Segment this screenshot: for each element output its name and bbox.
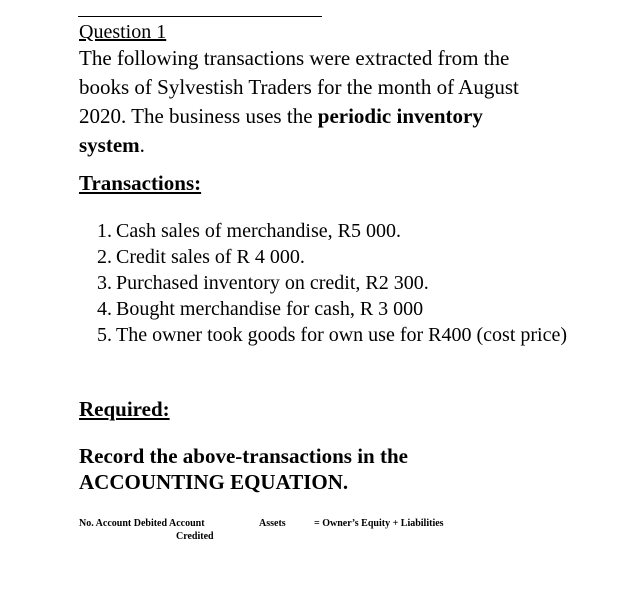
- item-number: 3.: [97, 272, 112, 294]
- item-text: Cash sales of merchandise, R5 000.: [116, 220, 401, 242]
- list-item: [80, 322, 570, 348]
- item-number: 2.: [97, 246, 112, 268]
- required-heading: Required:: [79, 397, 170, 421]
- item-text: The owner took goods for own use for R400 (cost price): [116, 324, 568, 346]
- question-title: Question 1: [79, 21, 167, 43]
- list-item: [80, 270, 570, 296]
- transactions-heading: Transactions:: [79, 171, 202, 195]
- table-header-equation: = Owner’s Equity + Liabilities: [314, 518, 444, 529]
- question-intro: [79, 44, 549, 160]
- item-number: 4.: [97, 298, 112, 320]
- list-item: [80, 218, 570, 244]
- intro-text: The following transactions were extracted from the books of Sylvestish Traders for the month of August 2020. The business uses the: [79, 46, 519, 128]
- top-divider: [78, 16, 322, 17]
- item-text: Purchased inventory on credit, R2 300.: [116, 272, 429, 294]
- transactions-list: [80, 218, 570, 348]
- item-text: Bought merchandise for cash, R 3 000: [116, 298, 424, 320]
- intro-end: .: [139, 133, 145, 157]
- list-item: [80, 244, 570, 270]
- table-header-assets: Assets: [259, 518, 286, 529]
- item-number: 5.: [97, 324, 112, 346]
- table-header-no-debited: No. Account Debited Account: [79, 518, 205, 529]
- item-text: Credit sales of R 4 000.: [116, 246, 305, 268]
- intro-bold-term: periodic inventory system: [79, 104, 483, 157]
- required-instruction: Record the above-transactions in the ACCOUNTING EQUATION.: [79, 444, 408, 494]
- list-item: [80, 296, 570, 322]
- item-number: 1.: [97, 220, 112, 242]
- table-header-credited: Credited: [176, 531, 214, 542]
